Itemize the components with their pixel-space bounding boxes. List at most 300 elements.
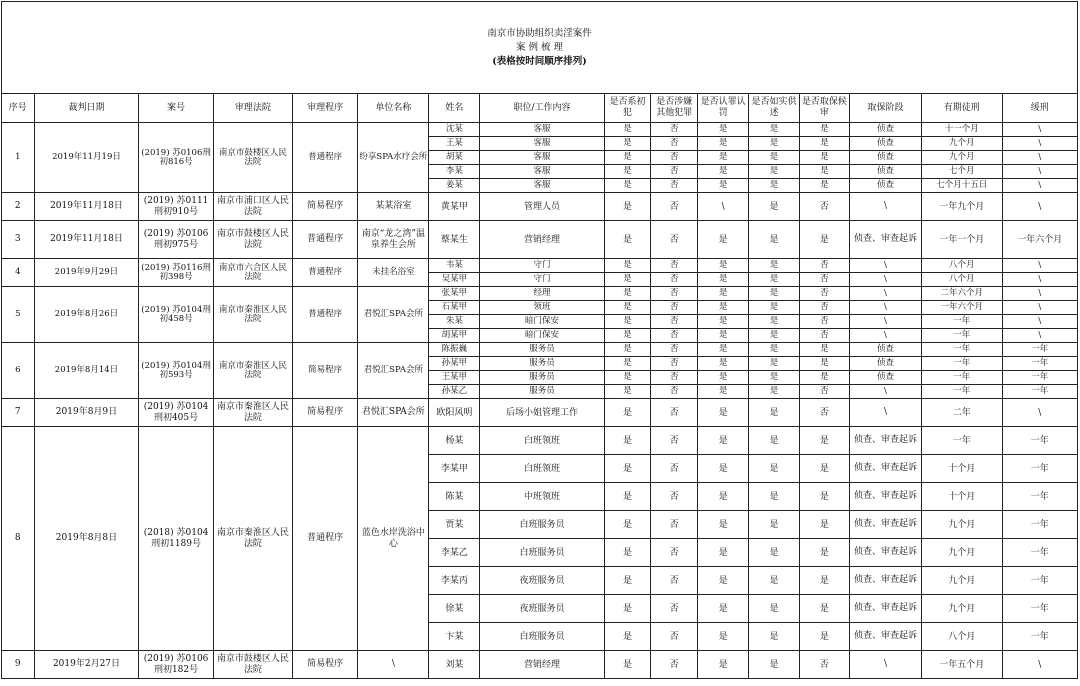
person-bail-cell: 否 [799, 259, 849, 273]
person-probation-cell: \ [1002, 329, 1077, 343]
case-unit-cell: 某某浴室 [358, 193, 429, 221]
person-confess-cell: 是 [749, 455, 800, 483]
person-role-cell: 服务员 [480, 357, 604, 371]
case-no-cell: 5 [2, 287, 35, 343]
person-other-cell: 否 [651, 259, 698, 273]
person-confess-cell: 是 [749, 273, 800, 287]
person-plea-cell: 是 [698, 287, 749, 301]
person-confess-cell: 是 [749, 357, 800, 371]
person-plea-cell: 是 [698, 483, 749, 511]
person-role-cell: 夜班服务员 [480, 567, 604, 595]
person-plea-cell: 是 [698, 385, 749, 399]
person-probation-cell: 一年 [1002, 343, 1077, 357]
case-date-cell: 2019年9月29日 [34, 259, 139, 287]
person-probation-cell: \ [1002, 151, 1077, 165]
person-bail-cell: 否 [799, 329, 849, 343]
case-no-cell: 3 [2, 221, 35, 259]
case-unit-cell: \ [358, 651, 429, 679]
person-term-cell: 一年 [922, 329, 1002, 343]
person-confess-cell: 是 [749, 151, 800, 165]
person-confess-cell: 是 [749, 179, 800, 193]
table-row [2, 193, 1078, 221]
person-stage-cell: \ [849, 651, 921, 679]
person-term-cell: 九个月 [922, 539, 1002, 567]
person-stage-cell: \ [849, 301, 921, 315]
header-col-procedure: 审理程序 [293, 94, 358, 123]
case-date-cell: 2019年2月27日 [34, 651, 139, 679]
person-probation-cell: \ [1002, 259, 1077, 273]
header-col-case-no: 案号 [139, 94, 213, 123]
person-stage-cell: \ [849, 287, 921, 301]
case-date-cell: 2019年11月19日 [34, 123, 139, 193]
person-confess-cell: 是 [749, 137, 800, 151]
person-other-cell: 否 [651, 315, 698, 329]
case-court-cell: 南京市秦淮区人民法院 [213, 287, 292, 343]
person-probation-cell: \ [1002, 123, 1077, 137]
person-probation-cell: 一年 [1002, 539, 1077, 567]
person-stage-cell: 侦查 [849, 371, 921, 385]
person-other-cell: 否 [651, 193, 698, 221]
person-plea-cell: 是 [698, 301, 749, 315]
person-confess-cell: 是 [749, 511, 800, 539]
person-term-cell: 八个月 [922, 273, 1002, 287]
person-plea-cell: 是 [698, 273, 749, 287]
person-confess-cell: 是 [749, 301, 800, 315]
person-other-cell: 否 [651, 123, 698, 137]
person-stage-cell: \ [849, 193, 921, 221]
person-plea-cell: 是 [698, 371, 749, 385]
person-name-cell: 朱某 [429, 315, 480, 329]
person-role-cell: 中班领班 [480, 483, 604, 511]
person-name-cell: 刘某 [429, 651, 480, 679]
person-first-cell: 是 [604, 343, 651, 357]
case-case-no-cell: (2019) 苏0116刑初398号 [139, 259, 213, 287]
header-col-unit: 单位名称 [358, 94, 429, 123]
person-term-cell: 九个月 [922, 137, 1002, 151]
person-confess-cell: 是 [749, 329, 800, 343]
sheet-note: (表格按时间顺序排列) [492, 55, 587, 67]
person-term-cell: 一年 [922, 315, 1002, 329]
person-first-cell: 是 [604, 315, 651, 329]
header-col-court: 审理法院 [213, 94, 292, 123]
case-case-no-cell: (2019) 苏0106刑初975号 [139, 221, 213, 259]
person-bail-cell: 是 [799, 483, 849, 511]
table-header-row [2, 94, 1078, 123]
case-court-cell: 南京市鼓楼区人民法院 [213, 221, 292, 259]
case-procedure-cell: 简易程序 [293, 193, 358, 221]
person-role-cell: 客服 [480, 123, 604, 137]
person-bail-cell: 是 [799, 511, 849, 539]
sheet-title: 南京市协助组织卖淫案件 [487, 27, 592, 39]
person-plea-cell: 是 [698, 399, 749, 427]
person-name-cell: 孙某甲 [429, 357, 480, 371]
person-confess-cell: 是 [749, 123, 800, 137]
case-case-no-cell: (2018) 苏0104刑初1189号 [139, 427, 213, 651]
person-bail-cell: 是 [799, 567, 849, 595]
person-other-cell: 否 [651, 455, 698, 483]
person-name-cell: 孙某乙 [429, 385, 480, 399]
person-bail-cell: 是 [799, 455, 849, 483]
person-name-cell: 贾某 [429, 511, 480, 539]
person-stage-cell: \ [849, 273, 921, 287]
person-role-cell: 服务员 [480, 385, 604, 399]
person-stage-cell: 侦查、审查起诉 [849, 567, 921, 595]
person-confess-cell: 是 [749, 371, 800, 385]
case-date-cell: 2019年8月8日 [34, 427, 139, 651]
case-unit-cell: 君悦汇SPA会所 [358, 343, 429, 399]
person-confess-cell: 是 [749, 595, 800, 623]
person-stage-cell: 侦查、审查起诉 [849, 221, 921, 259]
sheet-header [1, 1, 1078, 93]
person-probation-cell: \ [1002, 315, 1077, 329]
person-bail-cell: 否 [799, 385, 849, 399]
person-name-cell: 陈某 [429, 483, 480, 511]
person-first-cell: 是 [604, 385, 651, 399]
case-court-cell: 南京市鼓楼区人民法院 [213, 651, 292, 679]
case-procedure-cell: 普通程序 [293, 427, 358, 651]
person-stage-cell: 侦查 [849, 343, 921, 357]
person-role-cell: 后场小姐管理工作 [480, 399, 604, 427]
person-other-cell: 否 [651, 511, 698, 539]
case-no-cell: 7 [2, 399, 35, 427]
person-first-cell: 是 [604, 567, 651, 595]
person-stage-cell: 侦查、审查起诉 [849, 623, 921, 651]
person-first-cell: 是 [604, 455, 651, 483]
case-court-cell: 南京市秦淮区人民法院 [213, 427, 292, 651]
person-first-cell: 是 [604, 165, 651, 179]
case-procedure-cell: 简易程序 [293, 399, 358, 427]
person-probation-cell: \ [1002, 301, 1077, 315]
person-probation-cell: \ [1002, 651, 1077, 679]
person-probation-cell: \ [1002, 137, 1077, 151]
person-role-cell: 白班服务员 [480, 623, 604, 651]
person-bail-cell: 否 [799, 287, 849, 301]
person-confess-cell: 是 [749, 651, 800, 679]
person-first-cell: 是 [604, 427, 651, 455]
person-other-cell: 否 [651, 151, 698, 165]
person-role-cell: 守门 [480, 259, 604, 273]
case-no-cell: 9 [2, 651, 35, 679]
person-confess-cell: 是 [749, 193, 800, 221]
person-name-cell: 韦某 [429, 259, 480, 273]
person-first-cell: 是 [604, 301, 651, 315]
person-probation-cell: \ [1002, 193, 1077, 221]
person-confess-cell: 是 [749, 427, 800, 455]
person-plea-cell: 是 [698, 343, 749, 357]
person-term-cell: 十个月 [922, 483, 1002, 511]
person-first-cell: 是 [604, 329, 651, 343]
person-bail-cell: 否 [799, 193, 849, 221]
person-term-cell: 一年 [922, 357, 1002, 371]
person-role-cell: 经理 [480, 287, 604, 301]
case-table [1, 93, 1078, 679]
person-confess-cell: 是 [749, 165, 800, 179]
person-term-cell: 七个月十五日 [922, 179, 1002, 193]
person-first-cell: 是 [604, 511, 651, 539]
person-role-cell: 守门 [480, 273, 604, 287]
person-plea-cell: 是 [698, 567, 749, 595]
case-court-cell: 南京市浦口区人民法院 [213, 193, 292, 221]
person-confess-cell: 是 [749, 539, 800, 567]
person-bail-cell: 否 [799, 651, 849, 679]
person-role-cell: 营销经理 [480, 651, 604, 679]
case-court-cell: 南京市秦淮区人民法院 [213, 343, 292, 399]
case-case-no-cell: (2019) 苏0104刑初405号 [139, 399, 213, 427]
case-court-cell: 南京市六合区人民法院 [213, 259, 292, 287]
header-col-term: 有期徒刑 [922, 94, 1002, 123]
person-term-cell: 一年 [922, 385, 1002, 399]
person-name-cell: 李某丙 [429, 567, 480, 595]
table-row [2, 427, 1078, 455]
person-confess-cell: 是 [749, 623, 800, 651]
person-first-cell: 是 [604, 623, 651, 651]
person-name-cell: 李某甲 [429, 455, 480, 483]
case-no-cell: 2 [2, 193, 35, 221]
person-first-cell: 是 [604, 259, 651, 273]
person-name-cell: 蔡某生 [429, 221, 480, 259]
person-other-cell: 否 [651, 595, 698, 623]
case-unit-cell: 君悦汇SPA会所 [358, 287, 429, 343]
person-probation-cell: 一年 [1002, 371, 1077, 385]
person-other-cell: 否 [651, 221, 698, 259]
person-plea-cell: 是 [698, 221, 749, 259]
person-plea-cell: 是 [698, 123, 749, 137]
case-court-cell: 南京市鼓楼区人民法院 [213, 123, 292, 193]
person-role-cell: 暗门保安 [480, 315, 604, 329]
person-bail-cell: 否 [799, 315, 849, 329]
person-term-cell: 九个月 [922, 595, 1002, 623]
person-bail-cell: 是 [799, 539, 849, 567]
person-stage-cell: 侦查 [849, 179, 921, 193]
person-other-cell: 否 [651, 385, 698, 399]
person-term-cell: 一年九个月 [922, 193, 1002, 221]
header-col-bail-stage: 取保阶段 [849, 94, 921, 123]
person-first-cell: 是 [604, 287, 651, 301]
case-case-no-cell: (2019) 苏0104刑初593号 [139, 343, 213, 399]
case-procedure-cell: 简易程序 [293, 651, 358, 679]
person-bail-cell: 是 [799, 179, 849, 193]
person-role-cell: 管理人员 [480, 193, 604, 221]
person-stage-cell: 侦查 [849, 357, 921, 371]
person-plea-cell: 是 [698, 137, 749, 151]
person-first-cell: 是 [604, 539, 651, 567]
person-role-cell: 夜班服务员 [480, 595, 604, 623]
person-name-cell: 杨某 [429, 427, 480, 455]
person-bail-cell: 是 [799, 165, 849, 179]
person-bail-cell: 是 [799, 151, 849, 165]
case-case-no-cell: (2019) 苏0106刑初182号 [139, 651, 213, 679]
person-confess-cell: 是 [749, 343, 800, 357]
person-term-cell: 九个月 [922, 511, 1002, 539]
person-other-cell: 否 [651, 399, 698, 427]
person-first-cell: 是 [604, 357, 651, 371]
person-plea-cell: 是 [698, 651, 749, 679]
table-row [2, 259, 1078, 273]
person-term-cell: 九个月 [922, 567, 1002, 595]
person-name-cell: 黄某甲 [429, 193, 480, 221]
person-confess-cell: 是 [749, 385, 800, 399]
person-stage-cell: 侦查、审查起诉 [849, 511, 921, 539]
person-first-cell: 是 [604, 221, 651, 259]
case-date-cell: 2019年11月18日 [34, 221, 139, 259]
case-no-cell: 6 [2, 343, 35, 399]
person-name-cell: 吴某甲 [429, 273, 480, 287]
person-name-cell: 陈振巍 [429, 343, 480, 357]
case-unit-cell: 君悦汇SPA会所 [358, 399, 429, 427]
person-role-cell: 客服 [480, 165, 604, 179]
person-first-cell: 是 [604, 179, 651, 193]
header-col-name: 姓名 [429, 94, 480, 123]
person-plea-cell: 是 [698, 179, 749, 193]
person-other-cell: 否 [651, 273, 698, 287]
person-role-cell: 营销经理 [480, 221, 604, 259]
person-probation-cell: 一年 [1002, 455, 1077, 483]
person-probation-cell: \ [1002, 179, 1077, 193]
person-term-cell: 二年 [922, 399, 1002, 427]
person-other-cell: 否 [651, 343, 698, 357]
person-term-cell: 八个月 [922, 623, 1002, 651]
header-col-date: 裁判日期 [34, 94, 139, 123]
person-term-cell: 十一个月 [922, 123, 1002, 137]
case-date-cell: 2019年8月14日 [34, 343, 139, 399]
person-first-cell: 是 [604, 595, 651, 623]
person-name-cell: 张某甲 [429, 287, 480, 301]
table-row [2, 123, 1078, 137]
case-case-no-cell: (2019) 苏0111刑初910号 [139, 193, 213, 221]
person-first-cell: 是 [604, 151, 651, 165]
person-bail-cell: 是 [799, 371, 849, 385]
person-role-cell: 客服 [480, 137, 604, 151]
person-plea-cell: 是 [698, 329, 749, 343]
person-probation-cell: 一年 [1002, 511, 1077, 539]
case-procedure-cell: 普通程序 [293, 259, 358, 287]
person-plea-cell: 是 [698, 455, 749, 483]
person-stage-cell: \ [849, 259, 921, 273]
person-role-cell: 白班领班 [480, 455, 604, 483]
person-stage-cell: \ [849, 329, 921, 343]
person-role-cell: 服务员 [480, 371, 604, 385]
person-confess-cell: 是 [749, 399, 800, 427]
person-name-cell: 李某乙 [429, 539, 480, 567]
person-name-cell: 李某 [429, 165, 480, 179]
person-role-cell: 领班 [480, 301, 604, 315]
person-first-cell: 是 [604, 273, 651, 287]
person-bail-cell: 否 [799, 273, 849, 287]
case-no-cell: 4 [2, 259, 35, 287]
person-term-cell: 一年五个月 [922, 651, 1002, 679]
person-other-cell: 否 [651, 371, 698, 385]
person-plea-cell: 是 [698, 595, 749, 623]
person-bail-cell: 是 [799, 343, 849, 357]
person-stage-cell: 侦查、审查起诉 [849, 539, 921, 567]
person-plea-cell: 是 [698, 539, 749, 567]
person-bail-cell: 否 [799, 301, 849, 315]
person-other-cell: 否 [651, 179, 698, 193]
person-plea-cell: 是 [698, 315, 749, 329]
case-procedure-cell: 普通程序 [293, 221, 358, 259]
person-name-cell: 卞某 [429, 623, 480, 651]
person-stage-cell: 侦查、审查起诉 [849, 427, 921, 455]
person-stage-cell: \ [849, 399, 921, 427]
person-name-cell: 沈某 [429, 123, 480, 137]
person-bail-cell: 是 [799, 623, 849, 651]
person-first-cell: 是 [604, 137, 651, 151]
person-name-cell: 欧阳风明 [429, 399, 480, 427]
person-role-cell: 服务员 [480, 343, 604, 357]
person-other-cell: 否 [651, 287, 698, 301]
person-confess-cell: 是 [749, 567, 800, 595]
header-col-plea: 是否认罪认罚 [698, 94, 749, 123]
person-bail-cell: 否 [799, 399, 849, 427]
person-plea-cell: 是 [698, 511, 749, 539]
person-role-cell: 白班领班 [480, 427, 604, 455]
case-court-cell: 南京市秦淮区人民法院 [213, 399, 292, 427]
person-role-cell: 白班服务员 [480, 539, 604, 567]
case-date-cell: 2019年8月26日 [34, 287, 139, 343]
person-plea-cell: 是 [698, 357, 749, 371]
person-name-cell: 王某甲 [429, 371, 480, 385]
person-probation-cell: 一年 [1002, 483, 1077, 511]
person-term-cell: 二年六个月 [922, 287, 1002, 301]
person-probation-cell: 一年 [1002, 385, 1077, 399]
person-probation-cell: 一年 [1002, 595, 1077, 623]
person-plea-cell: 是 [698, 165, 749, 179]
table-row [2, 287, 1078, 301]
case-unit-cell: 南京“龙之湾”温泉养生会所 [358, 221, 429, 259]
person-stage-cell: 侦查 [849, 151, 921, 165]
person-stage-cell: 侦查 [849, 123, 921, 137]
person-term-cell: 一年六个月 [922, 301, 1002, 315]
person-first-cell: 是 [604, 371, 651, 385]
case-date-cell: 2019年11月18日 [34, 193, 139, 221]
person-confess-cell: 是 [749, 221, 800, 259]
person-stage-cell: \ [849, 315, 921, 329]
person-term-cell: 八个月 [922, 259, 1002, 273]
person-stage-cell: 侦查、审查起诉 [849, 455, 921, 483]
person-confess-cell: 是 [749, 259, 800, 273]
case-date-cell: 2019年8月9日 [34, 399, 139, 427]
person-probation-cell: \ [1002, 165, 1077, 179]
person-plea-cell: 是 [698, 151, 749, 165]
person-confess-cell: 是 [749, 287, 800, 301]
person-other-cell: 否 [651, 137, 698, 151]
person-plea-cell: 是 [698, 623, 749, 651]
person-name-cell: 胡某甲 [429, 329, 480, 343]
person-probation-cell: 一年 [1002, 357, 1077, 371]
header-col-confess: 是否如实供述 [749, 94, 800, 123]
person-role-cell: 客服 [480, 151, 604, 165]
header-col-role: 职位/工作内容 [480, 94, 604, 123]
sheet-subtitle: 案 例 梳 理 [515, 41, 564, 53]
table-row [2, 343, 1078, 357]
person-plea-cell: \ [698, 193, 749, 221]
person-probation-cell: 一年 [1002, 567, 1077, 595]
person-term-cell: 十个月 [922, 455, 1002, 483]
person-term-cell: 一年 [922, 427, 1002, 455]
person-term-cell: 一年一个月 [922, 221, 1002, 259]
case-case-no-cell: (2019) 苏0104刑初458号 [139, 287, 213, 343]
person-first-cell: 是 [604, 651, 651, 679]
person-bail-cell: 是 [799, 427, 849, 455]
person-first-cell: 是 [604, 399, 651, 427]
person-role-cell: 白班服务员 [480, 511, 604, 539]
table-row [2, 651, 1078, 679]
case-case-no-cell: (2019) 苏0106刑初816号 [139, 123, 213, 193]
person-stage-cell: 侦查、审查起诉 [849, 595, 921, 623]
person-probation-cell: 一年六个月 [1002, 221, 1077, 259]
person-other-cell: 否 [651, 357, 698, 371]
person-name-cell: 王某 [429, 137, 480, 151]
